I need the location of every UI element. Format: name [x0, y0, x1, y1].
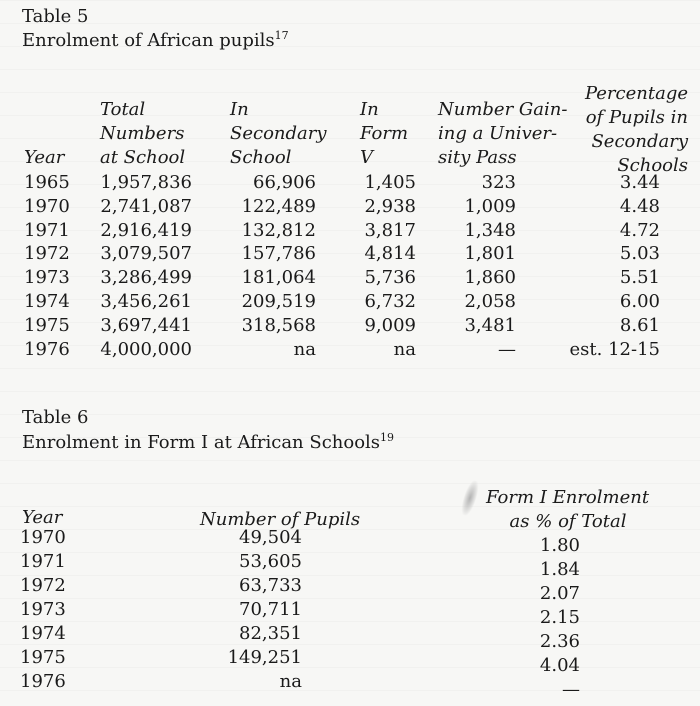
- t5-cell-year: 1965: [24, 172, 70, 193]
- t5-cell-form: 4,814: [364, 243, 416, 265]
- t5-cell-total: 3,697,441: [100, 314, 192, 336]
- t6-cell-year: 1972: [20, 575, 66, 596]
- t5-cell-form: 9,009: [364, 314, 416, 336]
- t5-cell-total: 2,916,419: [100, 219, 192, 241]
- t6-cell-year: 1973: [20, 599, 66, 620]
- t5-cell-university: 3,481: [464, 314, 516, 336]
- table5-title: [22, 30, 289, 52]
- t5-header-university-line: sity Pass: [438, 147, 517, 168]
- t6-cell-pct: 2.15: [539, 607, 580, 628]
- t6-cell-pupils: 70,711: [239, 599, 302, 620]
- t5-cell-percentage: 6.00: [619, 291, 660, 312]
- t5-header-secondary-line: In: [230, 99, 249, 120]
- t6-cell-pct: 4.04: [539, 655, 580, 676]
- ink-smudge: [459, 479, 482, 517]
- t5-cell-form: 3,817: [364, 219, 416, 241]
- t5-cell-year: 1972: [24, 243, 70, 265]
- t5-cell-secondary: 132,812: [241, 219, 316, 241]
- t5-cell-secondary: 181,064: [241, 267, 316, 289]
- t5-header-secondary: [230, 98, 327, 170]
- t5-cell-year: 1971: [24, 219, 70, 241]
- t5-cell-year: 1970: [24, 195, 70, 217]
- t5-cell-university: 1,009: [464, 195, 516, 217]
- table6-title: [22, 432, 394, 454]
- t5-cell-form: 1,405: [364, 172, 416, 193]
- t6-cell-pct: 1.80: [539, 535, 580, 556]
- t5-header-secondary-line: Secondary: [230, 123, 327, 144]
- table5-footnote-ref: 17: [274, 29, 289, 42]
- t6-cell-pct: 1.84: [539, 559, 580, 580]
- t5-header-form-line: V: [360, 147, 373, 168]
- t5-cell-year: 1975: [24, 314, 70, 336]
- t5-cell-year: 1974: [24, 291, 70, 312]
- table5-title-text: Enrolment of African pupils: [22, 30, 275, 51]
- t6-cell-pct: 2.07: [539, 583, 580, 604]
- t5-header-total: [100, 98, 185, 170]
- t5-cell-year: 1973: [24, 267, 70, 289]
- t5-cell-university: 1,348: [464, 219, 516, 241]
- t5-cell-total: 3,456,261: [100, 291, 192, 312]
- t5-header-university: [438, 98, 567, 170]
- t5-cell-year: 1976: [24, 338, 70, 360]
- t5-cell-total: 4,000,000: [100, 338, 192, 360]
- t5-cell-percentage: 5.51: [619, 267, 660, 289]
- t6-cell-year: 1975: [20, 647, 66, 668]
- table6-title-text: Enrolment in Form I at African Schools: [22, 432, 381, 453]
- t5-cell-university: 1,801: [464, 243, 516, 265]
- t5-cell-form: na: [393, 338, 416, 360]
- t5-header-percentage-line: Schools: [617, 155, 688, 176]
- t5-cell-form: 2,938: [364, 195, 416, 217]
- t6-cell-pupils: 63,733: [239, 575, 302, 596]
- t5-cell-university: 323: [481, 172, 516, 193]
- t5-cell-percentage: 3.44: [619, 172, 660, 193]
- t5-cell-form: 6,732: [364, 291, 416, 312]
- t5-cell-secondary: 66,906: [253, 172, 316, 193]
- t5-header-total-line: Total: [100, 99, 146, 120]
- t5-cell-university: 2,058: [464, 291, 516, 312]
- t5-header-university-line: ing a Univer-: [438, 123, 558, 144]
- t6-cell-pupils: 82,351: [239, 623, 302, 644]
- t6-cell-year: 1970: [20, 527, 66, 548]
- t6-header-enrolment-line: as % of Total: [509, 511, 627, 532]
- t5-cell-secondary: 318,568: [241, 314, 316, 336]
- t5-header-total-line: Numbers: [100, 123, 185, 144]
- t6-cell-year: 1976: [20, 671, 66, 692]
- t5-header-year: Year: [24, 147, 65, 168]
- t5-cell-total: 2,741,087: [100, 195, 192, 217]
- t5-cell-university: 1,860: [464, 267, 516, 289]
- t6-header-year: Year: [22, 507, 63, 528]
- t6-cell-pupils: 53,605: [239, 551, 302, 572]
- t6-cell-year: 1971: [20, 551, 66, 572]
- t6-cell-pupils: 49,504: [239, 527, 302, 548]
- t5-header-form-line: In: [360, 99, 379, 120]
- t5-cell-total: 3,079,507: [100, 243, 192, 265]
- table6-label: Table 6: [22, 407, 89, 428]
- t5-cell-total: 1,957,836: [100, 172, 192, 193]
- t5-header-total-line: at School: [100, 147, 186, 168]
- t5-cell-secondary: 209,519: [241, 291, 316, 312]
- t5-header-percentage: [585, 82, 688, 178]
- t5-header-percentage-line: Percentage: [584, 83, 688, 104]
- t6-cell-year: 1974: [20, 623, 66, 644]
- t5-header-percentage-line: Secondary: [591, 131, 688, 152]
- t5-cell-form: 5,736: [364, 267, 416, 289]
- t5-cell-secondary: na: [293, 338, 316, 360]
- t5-cell-percentage: 8.61: [619, 314, 660, 336]
- t6-header-pupils: Number of Pupils: [200, 509, 361, 530]
- t5-header-university-line: Number Gain-: [438, 99, 568, 120]
- t6-cell-pct: —: [562, 679, 580, 700]
- t6-cell-pct: 2.36: [539, 631, 580, 652]
- t5-cell-percentage: 4.72: [619, 219, 660, 241]
- t5-cell-percentage: 4.48: [619, 195, 660, 217]
- t6-cell-pupils: na: [279, 671, 302, 692]
- t5-header-form-line: Form: [360, 123, 409, 144]
- t5-cell-secondary: 122,489: [241, 195, 316, 217]
- t5-cell-percentage: est. 12-15: [569, 338, 660, 360]
- t6-cell-pupils: 149,251: [227, 647, 302, 668]
- t5-header-secondary-line: School: [230, 147, 292, 168]
- t6-header-enrolment: [486, 486, 650, 534]
- table5-label: Table 5: [22, 6, 89, 27]
- t5-cell-total: 3,286,499: [100, 267, 192, 289]
- t5-cell-university: —: [498, 338, 516, 360]
- table6-footnote-ref: 19: [380, 431, 395, 444]
- t5-cell-secondary: 157,786: [241, 243, 316, 265]
- t5-header-form: [360, 98, 408, 170]
- t5-cell-percentage: 5.03: [619, 243, 660, 265]
- t6-header-enrolment-line: Form I Enrolment: [486, 487, 650, 508]
- t5-header-percentage-line: of Pupils in: [585, 107, 688, 128]
